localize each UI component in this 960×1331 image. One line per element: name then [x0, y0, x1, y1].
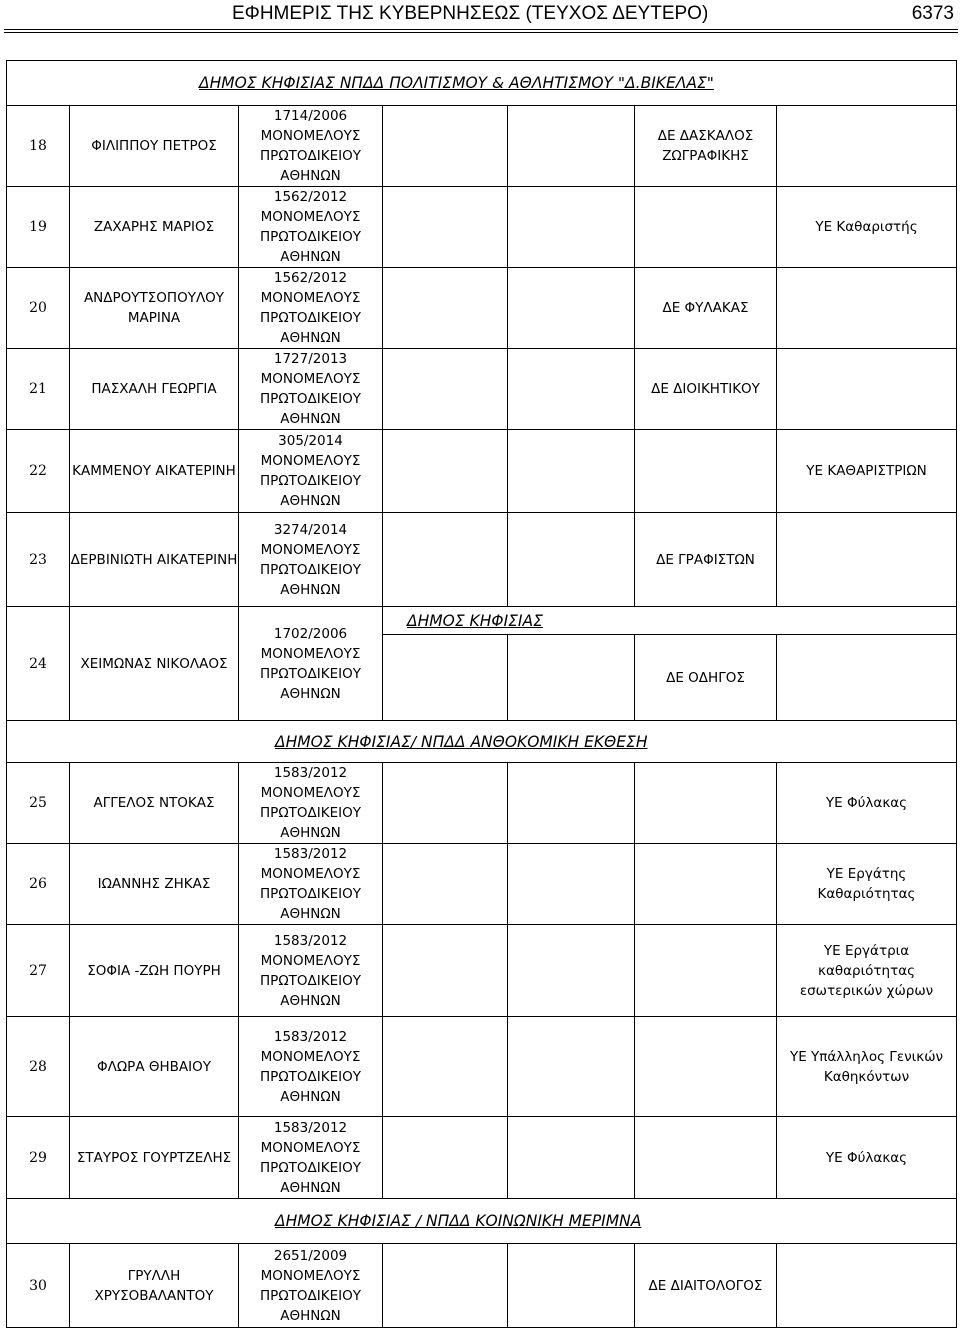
ye-position — [777, 635, 957, 721]
row-number: 23 — [7, 513, 70, 607]
decision-line: ΜΟΝΟΜΕΛΟΥΣ — [260, 541, 361, 558]
decision-line: ΑΘΗΝΩΝ — [280, 906, 341, 922]
header-rule — [4, 29, 958, 30]
table-row — [7, 925, 957, 1017]
table-row — [7, 349, 957, 430]
employee-name: ΚΑΜΜΕΝΟΥ ΑΙΚΑΤΕΡΙΝΗ — [70, 430, 239, 513]
decision-line: ΜΟΝΟΜΕΛΟΥΣ — [260, 290, 361, 306]
de-position — [635, 844, 777, 925]
employee-name: ΔΕΡΒΙΝΙΩΤΗ ΑΙΚΑΤΕΡΙΝΗ — [70, 513, 239, 607]
decision-line: 1562/2012 — [273, 270, 348, 286]
empty-cell — [508, 1017, 635, 1117]
decision-line: ΠΡΩΤΟΔΙΚΕΙΟΥ — [260, 886, 361, 902]
empty-cell — [383, 925, 508, 1017]
decision-cell — [239, 106, 383, 187]
section-row — [7, 721, 957, 763]
decision-line: 1583/2012 — [273, 1119, 348, 1136]
page-number: 6373 — [911, 3, 954, 24]
decision-line: ΑΘΗΝΩΝ — [280, 330, 341, 346]
decision-line: ΑΘΗΝΩΝ — [280, 825, 341, 841]
decision-line: ΜΟΝΟΜΕΛΟΥΣ — [260, 453, 361, 469]
empty-cell — [508, 844, 635, 925]
de-position — [635, 430, 777, 513]
empty-cell — [383, 513, 508, 607]
employees-table — [6, 60, 957, 1328]
empty-cell — [383, 763, 508, 844]
decision-line: ΠΡΩΤΟΔΙΚΕΙΟΥ — [260, 391, 361, 407]
employee-name: ΓΡΥΛΛΗ ΧΡΥΣΟΒΑΛΑΝΤΟΥ — [70, 1244, 239, 1328]
empty-cell — [508, 430, 635, 513]
row-number: 29 — [7, 1117, 70, 1199]
de-position — [635, 763, 777, 844]
de-position: ΔΕ ΔΙΟΙΚΗΤΙΚΟΥ — [635, 349, 777, 430]
decision-line: ΜΟΝΟΜΕΛΟΥΣ — [260, 209, 361, 225]
decision-line: ΜΟΝΟΜΕΛΟΥΣ — [260, 952, 361, 969]
employee-name: ΑΓΓΕΛΟΣ ΝΤΟΚΑΣ — [70, 763, 239, 844]
row-number: 26 — [7, 844, 70, 925]
empty-cell — [383, 1017, 508, 1117]
decision-line: ΑΘΗΝΩΝ — [280, 411, 341, 427]
table-row — [7, 844, 957, 925]
empty-cell — [508, 268, 635, 349]
row-number: 25 — [7, 763, 70, 844]
empty-cell — [383, 1244, 508, 1328]
section-title: ΔΗΜΟΣ ΚΗΦΙΣΙΑΣ/ ΝΠΔΔ ΑΝΘΟΚΟΜΙΚΗ ΕΚΘΕΣΗ — [7, 721, 957, 763]
decision-line: ΑΘΗΝΩΝ — [280, 992, 341, 1009]
decision-line: 1562/2012 — [273, 189, 348, 205]
row-number: 22 — [7, 430, 70, 513]
decision-cell — [239, 607, 383, 721]
decision-line: 3274/2014 — [273, 521, 348, 538]
empty-cell — [508, 1244, 635, 1328]
empty-cell — [508, 513, 635, 607]
ye-position: ΥΕ Φύλακας — [777, 763, 957, 844]
decision-line: ΠΡΩΤΟΔΙΚΕΙΟΥ — [260, 229, 361, 245]
decision-cell — [239, 763, 383, 844]
table-row — [7, 430, 957, 513]
decision-line: ΜΟΝΟΜΕΛΟΥΣ — [260, 866, 361, 882]
row-number: 24 — [7, 607, 70, 721]
decision-line: ΑΘΗΝΩΝ — [280, 1088, 341, 1105]
ye-position: ΥΕ Εργάτρια καθαριότητας εσωτερικών χώρων — [777, 925, 957, 1017]
row-number: 18 — [7, 106, 70, 187]
decision-cell — [239, 1017, 383, 1117]
section-title: ΔΗΜΟΣ ΚΗΦΙΣΙΑΣ / ΝΠΔΔ ΚΟΙΝΩΝΙΚΗ ΜΕΡΙΜΝΑ — [7, 1199, 957, 1244]
section-title: ΔΗΜΟΣ ΚΗΦΙΣΙΑΣ ΝΠΔΔ ΠΟΛΙΤΙΣΜΟΥ & ΑΘΛΗΤΙΣΜΟΥ "Δ.ΒΙΚΕΛΑΣ" — [7, 61, 957, 106]
table-row — [7, 106, 957, 187]
decision-line: ΜΟΝΟΜΕΛΟΥΣ — [260, 371, 361, 387]
decision-line: ΠΡΩΤΟΔΙΚΕΙΟΥ — [260, 310, 361, 326]
empty-cell — [383, 430, 508, 513]
employee-name: ΧΕΙΜΩΝΑΣ ΝΙΚΟΛΑΟΣ — [70, 607, 239, 721]
employee-name: ΑΝΔΡΟΥΤΣΟΠΟΥΛΟΥ ΜΑΡΙΝΑ — [70, 268, 239, 349]
decision-line: ΑΘΗΝΩΝ — [280, 1307, 341, 1324]
ye-position — [777, 349, 957, 430]
empty-cell — [383, 106, 508, 187]
section-row — [7, 61, 957, 106]
de-position — [635, 925, 777, 1017]
decision-line: ΜΟΝΟΜΕΛΟΥΣ — [260, 1267, 361, 1284]
de-position — [635, 187, 777, 268]
empty-cell — [383, 844, 508, 925]
decision-line: 305/2014 — [278, 433, 343, 449]
employee-name: ΖΑΧΑΡΗΣ ΜΑΡΙΟΣ — [70, 187, 239, 268]
decision-line: ΠΡΩΤΟΔΙΚΕΙΟΥ — [260, 1068, 361, 1085]
empty-cell — [383, 268, 508, 349]
decision-line: ΠΡΩΤΟΔΙΚΕΙΟΥ — [260, 1159, 361, 1176]
row-number: 28 — [7, 1017, 70, 1117]
section-title: ΔΗΜΟΣ ΚΗΦΙΣΙΑΣ — [383, 607, 957, 635]
decision-cell — [239, 187, 383, 268]
ye-position: ΥΕ Φύλακας — [777, 1117, 957, 1199]
decision-line: 1727/2013 — [273, 351, 348, 367]
empty-cell — [383, 187, 508, 268]
table-row — [7, 1244, 957, 1328]
employee-name: ΙΩΑΝΝΗΣ ΖΗΚΑΣ — [70, 844, 239, 925]
de-position: ΔΕ ΟΔΗΓΟΣ — [635, 635, 777, 721]
table-row — [7, 1017, 957, 1117]
decision-line: ΑΘΗΝΩΝ — [280, 493, 341, 509]
empty-cell — [508, 925, 635, 1017]
decision-line: ΜΟΝΟΜΕΛΟΥΣ — [260, 128, 361, 144]
row-number: 21 — [7, 349, 70, 430]
decision-line: ΑΘΗΝΩΝ — [280, 581, 341, 598]
de-position — [635, 1017, 777, 1117]
decision-line: ΑΘΗΝΩΝ — [280, 685, 341, 702]
decision-line: ΑΘΗΝΩΝ — [280, 168, 341, 184]
page-header — [0, 0, 960, 32]
decision-line: ΜΟΝΟΜΕΛΟΥΣ — [260, 1139, 361, 1156]
decision-line: ΠΡΩΤΟΔΙΚΕΙΟΥ — [260, 148, 361, 164]
decision-line: ΠΡΩΤΟΔΙΚΕΙΟΥ — [260, 561, 361, 578]
decision-line: ΜΟΝΟΜΕΛΟΥΣ — [260, 1048, 361, 1065]
ye-position — [777, 1244, 957, 1328]
table-row — [7, 268, 957, 349]
ye-position — [777, 268, 957, 349]
decision-line: ΜΟΝΟΜΕΛΟΥΣ — [260, 785, 361, 801]
decision-cell — [239, 925, 383, 1017]
empty-cell — [508, 106, 635, 187]
decision-cell — [239, 1117, 383, 1199]
table-row — [7, 187, 957, 268]
empty-cell — [383, 349, 508, 430]
table-row — [7, 607, 957, 635]
row-number: 20 — [7, 268, 70, 349]
ye-position: ΥΕ ΚΑΘΑΡΙΣΤΡΙΩΝ — [777, 430, 957, 513]
employee-name: ΣΤΑΥΡΟΣ ΓΟΥΡΤΖΕΛΗΣ — [70, 1117, 239, 1199]
ye-position: ΥΕ Καθαριστής — [777, 187, 957, 268]
decision-line: ΠΡΩΤΟΔΙΚΕΙΟΥ — [260, 473, 361, 489]
decision-cell — [239, 430, 383, 513]
ye-position: ΥΕ Υπάλληλος Γενικών Καθηκόντων — [777, 1017, 957, 1117]
empty-cell — [383, 1117, 508, 1199]
empty-cell — [383, 635, 508, 721]
ye-position — [777, 106, 957, 187]
employee-name: ΦΙΛΙΠΠΟΥ ΠΕΤΡΟΣ — [70, 106, 239, 187]
empty-cell — [508, 1117, 635, 1199]
decision-cell — [239, 844, 383, 925]
decision-cell — [239, 349, 383, 430]
empty-cell — [508, 187, 635, 268]
de-position — [635, 1117, 777, 1199]
decision-line: ΠΡΩΤΟΔΙΚΕΙΟΥ — [260, 805, 361, 821]
decision-line: 1583/2012 — [273, 765, 348, 781]
de-position: ΔΕ ΦΥΛΑΚΑΣ — [635, 268, 777, 349]
table-row — [7, 513, 957, 607]
de-position: ΔΕ ΔΙΑΙΤΟΛΟΓΟΣ — [635, 1244, 777, 1328]
decision-line: 1583/2012 — [273, 1028, 348, 1045]
decision-line: ΠΡΩΤΟΔΙΚΕΙΟΥ — [260, 665, 361, 682]
decision-line: 1702/2006 — [273, 625, 348, 642]
decision-line: ΠΡΩΤΟΔΙΚΕΙΟΥ — [260, 1287, 361, 1304]
decision-line: ΑΘΗΝΩΝ — [280, 249, 341, 265]
row-number: 19 — [7, 187, 70, 268]
decision-cell — [239, 1244, 383, 1328]
decision-line: ΜΟΝΟΜΕΛΟΥΣ — [260, 645, 361, 662]
ye-position: ΥΕ Εργάτης Καθαριότητας — [777, 844, 957, 925]
employee-name: ΣΟΦΙΑ -ΖΩΗ ΠΟΥΡΗ — [70, 925, 239, 1017]
section-row — [7, 1199, 957, 1244]
decision-cell — [239, 513, 383, 607]
decision-line: 2651/2009 — [273, 1247, 348, 1264]
ye-position — [777, 513, 957, 607]
decision-line: ΑΘΗΝΩΝ — [280, 1179, 341, 1196]
empty-cell — [508, 763, 635, 844]
empty-cell — [508, 635, 635, 721]
row-number: 30 — [7, 1244, 70, 1328]
employee-name: ΠΑΣΧΑΛΗ ΓΕΩΡΓΙΑ — [70, 349, 239, 430]
decision-cell — [239, 268, 383, 349]
table-row — [7, 1117, 957, 1199]
decision-line: 1714/2006 — [273, 108, 348, 124]
row-number: 27 — [7, 925, 70, 1017]
header-rule-double — [4, 32, 958, 33]
table-row — [7, 763, 957, 844]
decision-line: 1583/2012 — [273, 846, 348, 862]
de-position: ΔΕ ΔΑΣΚΑΛΟΣ ΖΩΓΡΑΦΙΚΗΣ — [635, 106, 777, 187]
employee-name: ΦΛΩΡΑ ΘΗΒΑΙΟΥ — [70, 1017, 239, 1117]
gazette-title: ΕΦΗΜΕΡΙΣ ΤΗΣ ΚΥΒΕΡΝΗΣΕΩΣ (ΤΕΥΧΟΣ ΔΕΥΤΕΡΟ) — [232, 3, 709, 24]
decision-line: ΠΡΩΤΟΔΙΚΕΙΟΥ — [260, 972, 361, 989]
decision-line: 1583/2012 — [273, 932, 348, 949]
de-position: ΔΕ ΓΡΑΦΙΣΤΩΝ — [635, 513, 777, 607]
empty-cell — [508, 349, 635, 430]
